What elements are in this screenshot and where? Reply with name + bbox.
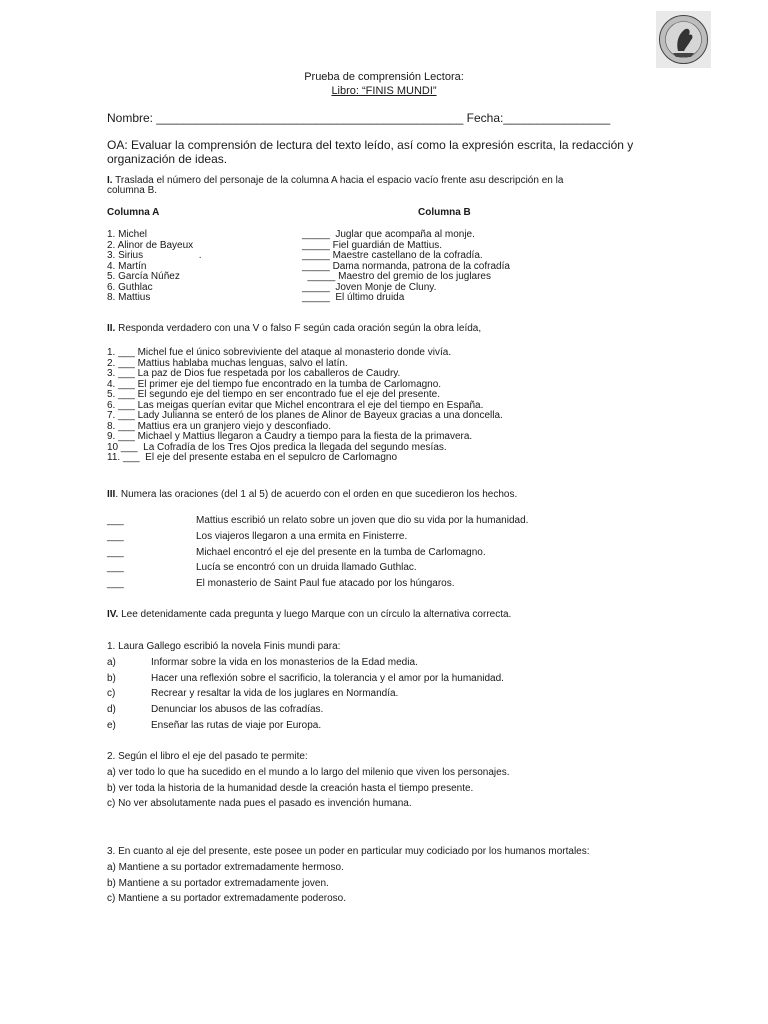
- column-a-item: 1. Michel: [107, 229, 148, 240]
- column-a-item: 8. Mattius: [107, 292, 151, 303]
- section3-instruction: [107, 490, 517, 501]
- section3-instruction-text: . Numera las oraciones (del 1 al 5) de acuerdo con el orden en que sucedieron los hechos.: [115, 489, 518, 500]
- order-item: Mattius escribió un relato sobre un joven que dio su vida por la humanidad.: [196, 515, 529, 526]
- true-false-item: 10 ___ La Cofradía de los Tres Ojos predica la llegada del segundo mesías.: [107, 441, 447, 453]
- column-b-heading: Columna B: [418, 207, 471, 218]
- column-b-item: _____ Juglar que acompaña al monje.: [302, 229, 475, 240]
- column-a-heading: Columna A: [107, 207, 160, 218]
- option-text: Informar sobre la vida en los monasterios de la Edad media.: [151, 657, 418, 668]
- true-false-item: 4. ___ El primer eje del tiempo fue encontrado en la tumba de Carlomagno.: [107, 378, 442, 390]
- question-1: 1. Laura Gallego escribió la novela Finis mundi para:: [107, 641, 341, 652]
- true-false-item: 2. ___ Mattius hablaba muchas lenguas, salvo el latín.: [107, 357, 348, 369]
- option-text: Enseñar las rutas de viaje por Europa.: [151, 720, 322, 731]
- section3-number: III: [107, 489, 116, 500]
- option-text: a) ver todo lo que ha sucedido en el mundo a lo largo del milenio que viven los personajes.: [107, 767, 510, 778]
- column-a-item: 2. Alinor de Bayeux: [107, 239, 194, 251]
- column-b-item: _____ El último druida: [302, 292, 405, 303]
- true-false-item: 7. ___ Lady Julianna se enteró de los planes de Alinor de Bayeux gracias a una doncella.: [107, 410, 503, 421]
- column-b-item: _____ Maestro del gremio de los juglares: [302, 271, 491, 282]
- column-b-list: [302, 230, 510, 304]
- section1-instruction-text: Traslada el número del personaje de la columna A hacia el espacio vacío frente asu descripción en la: [112, 175, 564, 186]
- option-text: c) Mantiene a su portador extremadamente poderoso.: [107, 893, 347, 904]
- section2-instruction-text: Responda verdadero con una V o falso F según cada oración según la obra leída,: [115, 323, 482, 334]
- school-logo: [656, 11, 711, 68]
- option-text: b) Mantiene a su portador extremadamente joven.: [107, 878, 329, 889]
- true-false-item: 9. ___ Michael y Mattius llegaron a Caudry a tiempo para la fiesta de la primavera.: [107, 431, 473, 442]
- name-date-line: Nombre: ______________________________________________ Fecha:________________: [107, 111, 611, 125]
- option-letter: d): [107, 704, 116, 715]
- true-false-item: 11. ___ El eje del presente estaba en el sepulcro de Carlomagno: [107, 452, 398, 463]
- column-a-item: 4. Martín: [107, 260, 147, 272]
- true-false-item: 3. ___ La paz de Dios fue respetada por los caballeros de Caudry.: [107, 368, 401, 379]
- section4-instruction: [107, 610, 511, 621]
- order-item: El monasterio de Saint Paul fue atacado por los húngaros.: [196, 578, 455, 589]
- option-letter: e): [107, 720, 116, 731]
- option-text: Denunciar los abusos de las cofradías.: [151, 704, 324, 715]
- column-a-item: 6. Guthlac: [107, 281, 153, 293]
- section1-number: I.: [107, 175, 113, 186]
- column-a-item: 3. Sirius .: [107, 250, 202, 261]
- order-blank: ___: [107, 531, 124, 542]
- order-item: Michael encontró el eje del presente en la tumba de Carlomagno.: [196, 547, 486, 558]
- column-a-item: 5. García Núñez: [107, 271, 180, 282]
- order-item: Los viajeros llegaron a una ermita en Finisterre.: [196, 531, 408, 542]
- section4-number: IV.: [107, 609, 119, 620]
- order-blank: ___: [107, 515, 124, 526]
- true-false-item: 8. ___ Mattius era un granjero viejo y desconfiado.: [107, 420, 332, 432]
- true-false-item: 5. ___ El segundo eje del tiempo en ser encontrado fue el eje del presente.: [107, 389, 441, 400]
- section1-instruction-2: columna B.: [107, 185, 158, 196]
- order-item: Lucía se encontró con un druida llamado Guthlac.: [196, 562, 417, 573]
- true-false-item: 6. ___ Las meigas querían evitar que Michel encontrara el eje del tiempo en España.: [107, 399, 484, 411]
- page-title: Prueba de comprensión Lectora:: [304, 71, 464, 83]
- column-b-item: _____ Fiel guardián de Mattius.: [302, 239, 443, 251]
- true-false-item: 1. ___ Michel fue el único sobreviviente del ataque al monasterio donde vivía.: [107, 347, 452, 358]
- question-2: 2. Según el libro el eje del pasado te permite:: [107, 751, 308, 762]
- true-false-list: [107, 348, 503, 464]
- order-blank: ___: [107, 578, 124, 589]
- section4-instruction-text: Lee detenidamente cada pregunta y luego Marque con un círculo la alternativa correcta.: [118, 609, 512, 620]
- column-b-item: _____ Joven Monje de Cluny.: [302, 281, 437, 293]
- section2-number: II.: [107, 323, 116, 334]
- book-title: Libro: “FINIS MUNDI”: [331, 85, 437, 97]
- order-blank: ___: [107, 547, 124, 558]
- option-text: c) No ver absolutamente nada pues el pasado es invención humana.: [107, 798, 412, 809]
- order-blank: ___: [107, 562, 124, 573]
- section2-instruction: [107, 324, 481, 335]
- option-text: Hacer una reflexión sobre el sacrificio, la tolerancia y el amor por la humanidad.: [151, 673, 504, 684]
- option-text: a) Mantiene a su portador extremadamente hermoso.: [107, 862, 344, 873]
- column-b-item: _____ Maestre castellano de la cofradía.: [302, 250, 483, 261]
- option-letter: b): [107, 673, 116, 684]
- column-b-item: _____ Dama normanda, patrona de la cofradía: [302, 260, 510, 272]
- section1-instruction: [107, 176, 563, 187]
- option-text: b) ver toda la historia de la humanidad desde la creación hasta el tiempo presente.: [107, 783, 474, 794]
- option-letter: a): [107, 657, 116, 668]
- column-a-list: [107, 230, 201, 304]
- question-3: 3. En cuanto al eje del presente, este posee un poder en particular muy codiciado por los humanos mortales:: [107, 846, 590, 857]
- objective-line-2: organización de ideas.: [107, 152, 228, 166]
- option-text: Recrear y resaltar la vida de los juglares en Normandía.: [151, 688, 399, 699]
- option-letter: c): [107, 688, 116, 699]
- objective-line-1: OA: Evaluar la comprensión de lectura del texto leído, así como la expresión escrita, la redacción y: [107, 138, 634, 152]
